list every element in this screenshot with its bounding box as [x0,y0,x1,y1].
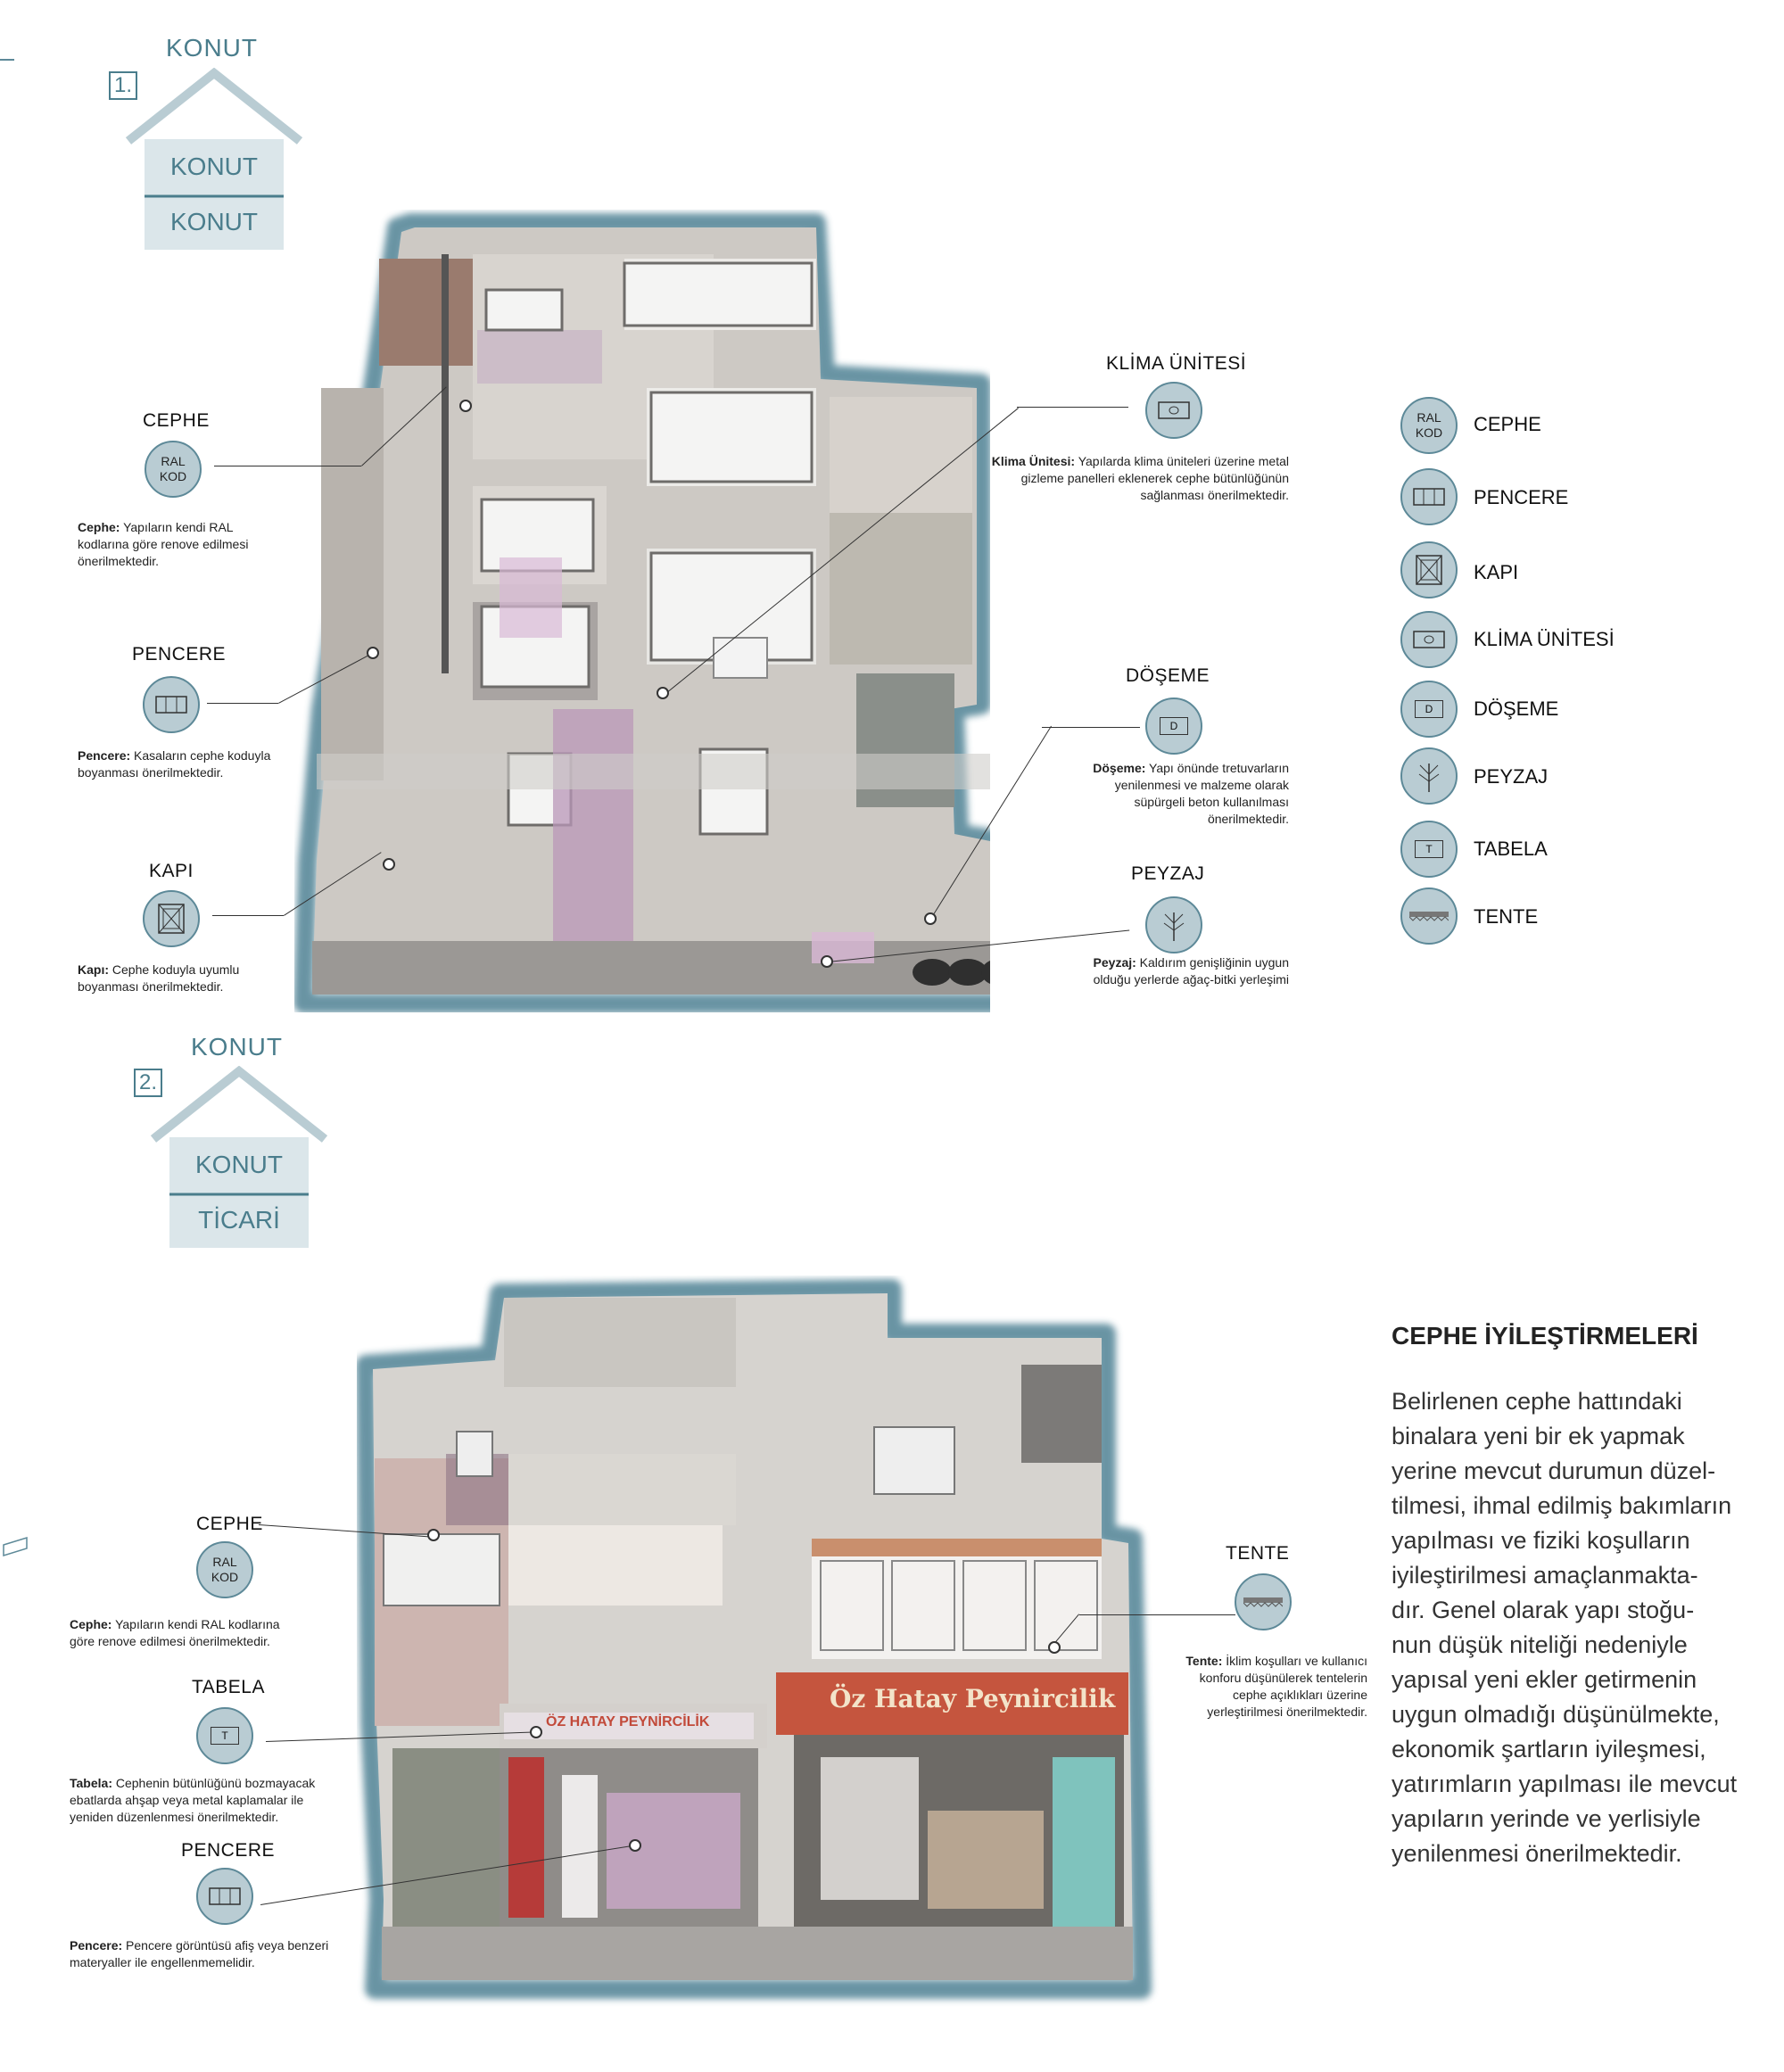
section1-building-photo [294,210,990,1012]
legend-label-tente: TENTE [1474,905,1539,928]
legend-label-cephe: CEPHE [1474,413,1541,435]
section1-house-bottom: KONUT [170,208,258,235]
edge-sketch [0,1534,32,1561]
section1-house-top: KONUT [170,153,258,180]
cephe-heading: CEPHE İYİLEŞTİRMELERİ [1392,1322,1698,1350]
marker-tabela [530,1726,542,1738]
annotation-peyzaj-desc: Peyzaj: Kaldırım genişliğinin uygun olduğu yerlerde ağaç-bitki yerleşimi [1093,955,1289,986]
shop-sign-right: Öz Hatay Peynircilik [830,1684,1116,1713]
legend-sign-icon: T [1400,821,1458,878]
legend-window-icon [1400,468,1458,525]
shop-sign-left: ÖZ HATAY PEYNİRCİLİK [546,1714,710,1729]
legend-awning-icon [1400,887,1458,945]
awning-icon [1235,1573,1292,1630]
ac-unit-icon [1145,382,1202,439]
legend-floor-icon: D [1400,681,1458,738]
annotation-cephe-title: CEPHE [143,410,210,431]
legend-tree-icon [1400,747,1458,805]
annotation-klima-desc: Klima Ünitesi: Yapılarda klima üniteleri üzerine metal gizleme panelleri eklenerek cephe bütünlüğünün sağlanması önerilmektedir. [991,454,1289,502]
marker-cephe-2 [427,1529,440,1541]
window-icon [143,676,200,733]
annotation-cephe-desc: Cephe: Yapıların kendi RAL kodlarına göre renove edilmesi önerilmektedir. [78,520,249,568]
annotation-tabela-title: TABELA [192,1677,265,1697]
sign-icon: T [196,1707,253,1764]
annotation-kapi-desc: Kapı: Cephe koduyla uyumlu boyanması önerilmektedir. [78,962,240,994]
marker-doseme [924,912,937,925]
annotation-pencere2-desc: Pencere: Pencere görüntüsü afiş veya benzeri materyaller ile engellenmemelidir. [70,1938,329,1969]
window-icon-2 [196,1868,253,1925]
annotation-pencere-desc: Pencere: Kasaların cephe koduyla boyanması önerilmektedir. [78,748,271,780]
annotation-doseme-desc: Döşeme: Yapı önünde tretuvarların yenilenmesi ve malzeme olarak süpürgeli beton kullanılması önerilmektedir. [1093,761,1289,826]
legend-door-icon [1400,541,1458,598]
marker-cephe [459,400,472,412]
section2-house-bottom: TİCARİ [198,1206,280,1234]
legend-label-tabela: TABELA [1474,838,1548,860]
legend-label-pencere: PENCERE [1474,486,1569,508]
edge-mark [0,59,14,61]
legend-label-peyzaj: PEYZAJ [1474,765,1549,788]
legend-ral-kod-icon: RAL KOD [1400,397,1458,454]
leader-doseme [1042,727,1140,728]
annotation-cephe2-title: CEPHE [196,1514,263,1534]
annotation-cephe2-desc: Cephe: Yapıların kendi RAL kodlarına göre renove edilmesi önerilmektedir. [70,1617,280,1648]
annotation-peyzaj-title: PEYZAJ [1131,863,1205,884]
section2-category: KONUT [191,1033,283,1061]
annotation-klima-title: KLİMA ÜNİTESİ [1106,353,1247,374]
legend-ac-unit-icon [1400,611,1458,668]
legend-label-klima: KLİMA ÜNİTESİ [1474,628,1615,650]
leader-tente [1079,1614,1235,1615]
annotation-tabela-desc: Tabela: Cephenin bütünlüğünü bozmayacak ebatlarda ahşap veya metal kaplamalar ile yeniden düzenlenmesi önerilmektedir. [70,1776,316,1824]
section1-category: KONUT [166,34,258,62]
tree-icon [1145,896,1202,953]
annotation-pencere-title: PENCERE [132,644,227,665]
annotation-doseme-title: DÖŞEME [1126,665,1210,686]
annotation-tente-title: TENTE [1226,1543,1290,1564]
marker-peyzaj [821,955,833,968]
ral-kod-icon: RAL KOD [145,441,202,498]
annotation-pencere2-title: PENCERE [181,1840,276,1861]
legend [1400,397,1686,968]
marker-pencere [367,647,379,659]
section2-number: 2. [134,1069,162,1097]
floor-icon: D [1145,698,1202,755]
marker-pencere-2 [629,1839,641,1852]
ral-kod-icon-2: RAL KOD [196,1541,253,1598]
leader-pencere [207,703,278,704]
marker-klima [657,687,669,699]
section2-house-top: KONUT [195,1151,283,1178]
legend-label-kapi: KAPI [1474,561,1519,583]
marker-tente [1048,1641,1061,1654]
cephe-paragraph: Belirlenen cephe hattındaki binalara yeni bir ek yapmak yerine mevcut durumun düzel- tilmesi, ihmal edilmiş bakımların yapılması ve fiziki koşulların iyileştirilmesi amaçlanmakta- dır. Genel olarak yapı stoğu- nun düşük niteliği nedeniyle yapısal yeni ekler getirmenin uygun olmadığı düşünülmekte, ekonomik şartların iyileşmesi, yatırımların yapılması ile mevcut yapıların yerinde ve yerlisiyle yenilenmesi önerilmektedir. [1392,1388,1738,1867]
door-icon [143,890,200,947]
annotation-tente-desc: Tente: İklim koşulları ve kullanıcı konforu düşünülerek tentelerin cephe açıklıkları üzerine yerleştirilmesi önerilmektedir. [1185,1654,1367,1719]
section1-number: 1. [109,71,137,100]
annotation-kapi-title: KAPI [149,861,194,881]
leader-klima [1017,407,1128,408]
legend-label-doseme: DÖŞEME [1474,698,1559,720]
marker-kapi [383,858,395,871]
leader-kapi [212,915,284,916]
